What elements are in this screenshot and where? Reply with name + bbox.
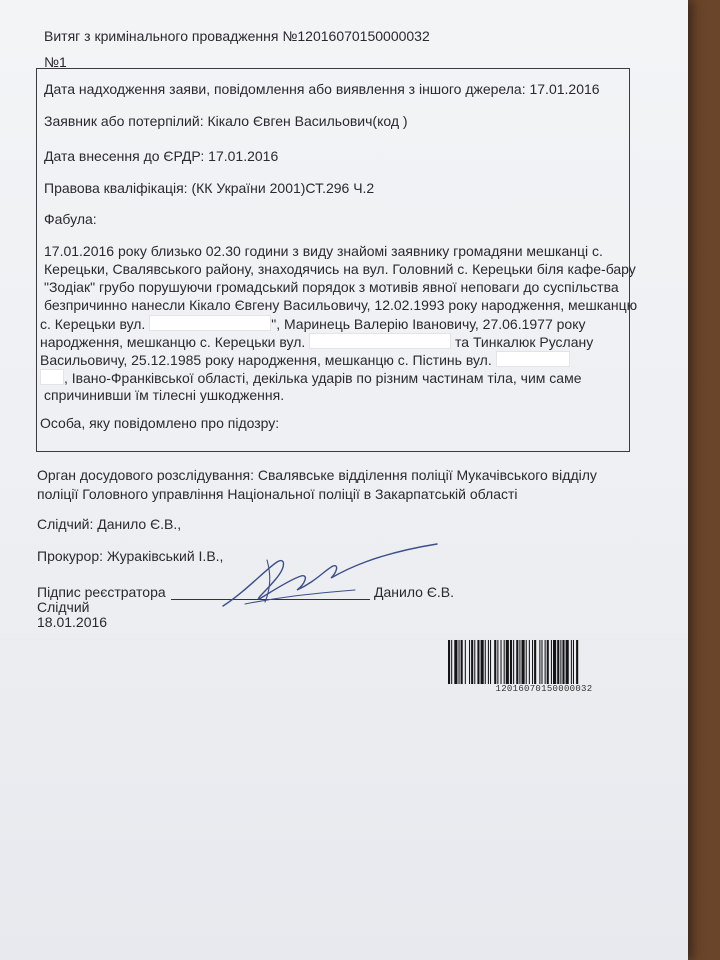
barcode-bar <box>571 640 572 684</box>
barcode-bar <box>481 640 484 684</box>
barcode-bar <box>547 640 549 684</box>
registrar-name: Данило Є.В. <box>374 584 455 600</box>
barcode-bar <box>506 640 509 684</box>
fabula-text: ", Маринець Валерію Івановичу, 27.06.1977 року <box>271 316 586 332</box>
barcode-bar <box>490 640 491 684</box>
prosecutor: Прокурор: Жураківський І.В., <box>37 548 224 564</box>
document-title: Витяг з кримінального провадження №12016070150000032 <box>44 28 430 44</box>
date-received: Дата надходження заяви, повідомлення або виявлення з іншого джерела: 17.01.2016 <box>44 81 600 97</box>
fabula-line: спричинивши їм тілесні ушкодження. <box>44 387 285 403</box>
fabula-label: Фабула: <box>44 211 97 227</box>
fabula-line: 17.01.2016 року близько 02.30 години з виду знайомі заявнику громадяни мешканці с. <box>44 243 603 259</box>
barcode-bar <box>551 640 552 684</box>
redaction-box <box>149 315 271 331</box>
fabula-line <box>40 333 593 350</box>
handwritten-signature <box>205 540 455 620</box>
investigation-organ-line1: Орган досудового розслідування: Свалявське відділення поліції Мукачівського відділу <box>37 467 597 483</box>
barcode-bar <box>501 640 502 684</box>
barcode-bar <box>529 640 530 684</box>
fabula-text: Васильовичу, 25.12.1985 року народження, мешканцю с. Пістинь вул. <box>40 352 492 368</box>
barcode-bar <box>516 640 518 684</box>
registrar-signature-label: Підпис реєстратора <box>37 584 166 600</box>
barcode-bar <box>539 640 540 684</box>
barcode-bar <box>461 640 463 684</box>
barcode-bar <box>576 640 578 684</box>
barcode-bar <box>545 640 546 684</box>
barcode-bar <box>494 640 496 684</box>
fabula-text: , Івано-Франківської області, декілька ударів по різним частинам тіла, чим саме <box>64 370 582 386</box>
barcode-bar <box>454 640 457 684</box>
barcode-bar <box>497 640 498 684</box>
barcode-bar <box>566 640 569 684</box>
redaction-box <box>40 369 64 385</box>
document-date: 18.01.2016 <box>37 614 108 630</box>
redaction-box <box>309 333 451 349</box>
barcode-bar <box>532 640 533 684</box>
fabula-line: безпричинно нанесли Кікало Євгену Васильовичу, 12.02.1993 року народження, мешканцю <box>44 297 638 313</box>
barcode-bar <box>573 640 574 684</box>
applicant: Заявник або потерпілий: Кікало Євген Васильович(код ) <box>44 113 408 129</box>
barcode-bar <box>451 640 452 684</box>
barcode-bar <box>534 640 536 684</box>
barcode-bar <box>510 640 512 684</box>
fabula-line: Керецьки, Свалявського району, знаходячись на вул. Головний с. Керецьки біля кафе-бару <box>44 261 636 277</box>
investigator: Слідчий: Данило Є.В., <box>37 516 182 532</box>
barcode-bar <box>522 640 525 684</box>
legal-qualification: Правова кваліфікація: (КК України 2001)СТ.296 Ч.2 <box>44 180 375 196</box>
barcode-bar <box>465 640 466 684</box>
date-entered: Дата внесення до ЄРДР: 17.01.2016 <box>44 148 279 164</box>
barcode-bar <box>504 640 505 684</box>
barcode-bar <box>553 640 556 684</box>
barcode-bar <box>560 640 561 684</box>
fabula-line <box>40 315 585 332</box>
barcode-bar <box>448 640 450 684</box>
barcode-bar <box>526 640 527 684</box>
barcode-bar <box>485 640 486 684</box>
investigation-organ-line2: поліції Головного управління Національної поліції в Закарпатській області <box>37 486 518 502</box>
barcode-bar <box>469 640 470 684</box>
fabula-text: та Тинкалюк Руслану <box>455 334 594 350</box>
fabula-text: народження, мешканцю с. Керецьки вул. <box>40 334 306 350</box>
barcode-bar <box>557 640 559 684</box>
barcode <box>448 640 640 684</box>
redaction-box <box>496 351 570 367</box>
fabula-line: "Зодіак" грубо порушуючи громадський порядок з мотивів явної неповаги до суспільства <box>44 279 619 295</box>
barcode-bar <box>477 640 479 684</box>
fabula-line <box>40 351 570 368</box>
barcode-bar <box>488 640 489 684</box>
barcode-bar <box>471 640 473 684</box>
barcode-bar <box>459 640 460 684</box>
barcode-bar <box>541 640 542 684</box>
fabula-line <box>40 369 582 386</box>
suspect-label: Особа, яку повідомлено про підозру: <box>40 415 280 431</box>
barcode-bar <box>474 640 475 684</box>
fabula-text: с. Керецьки вул. <box>40 316 146 332</box>
barcode-bar <box>562 640 564 684</box>
barcode-number: 12016070150000032 <box>495 684 593 694</box>
barcode-bar <box>519 640 520 684</box>
barcode-bar <box>513 640 514 684</box>
record-number: №1 <box>44 54 67 70</box>
registrar-role: Слідчий <box>37 599 90 615</box>
